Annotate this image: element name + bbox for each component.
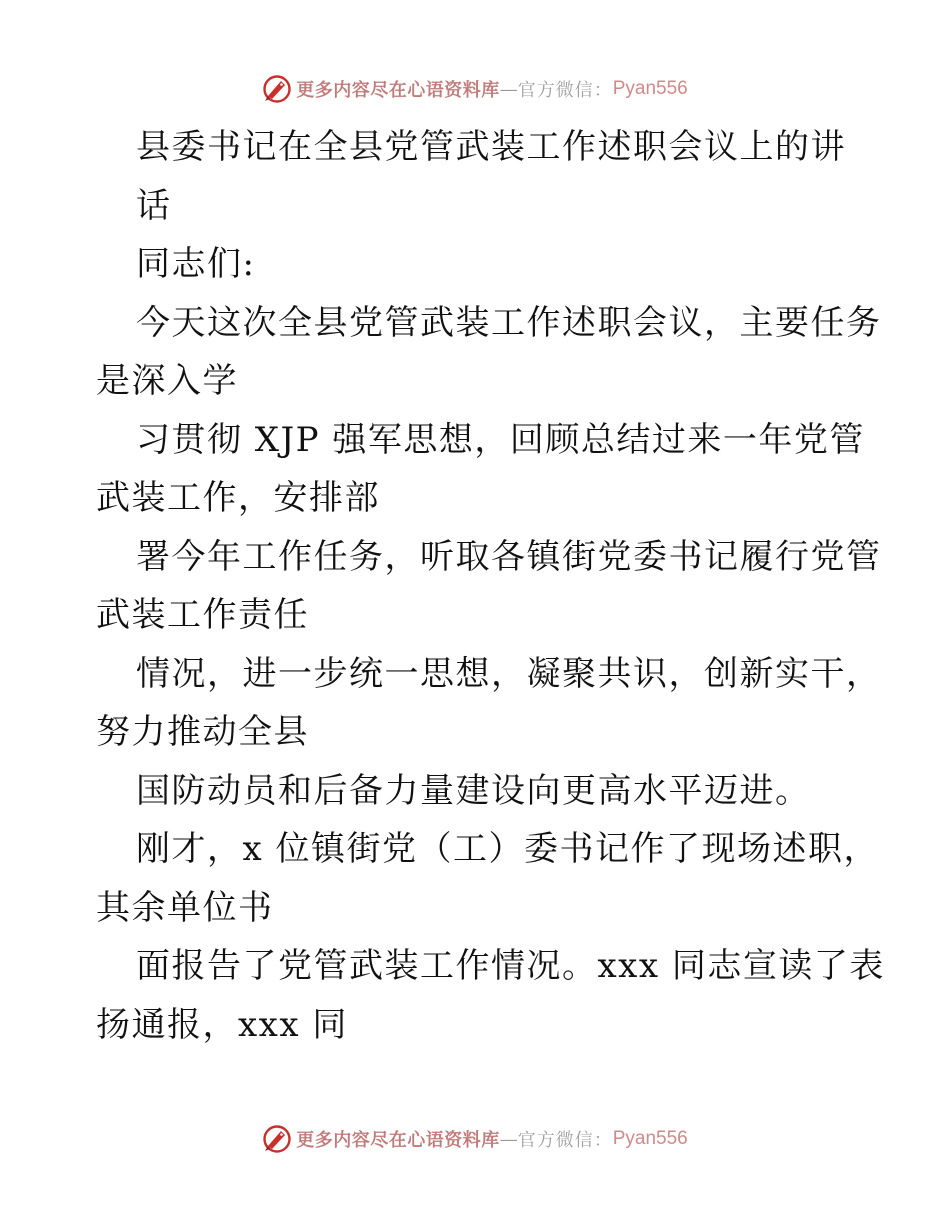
body-line: 刚才，x 位镇街党（工）委书记作了现场述职， xyxy=(136,829,879,869)
watermark-separator: — xyxy=(499,78,518,100)
body-line: 扬通报，xxx 同 xyxy=(96,1004,348,1045)
body-line: 武装工作，安排部 xyxy=(96,478,380,518)
watermark-site-text: 更多内容尽在心语资料库 xyxy=(296,80,500,101)
body-line: 署今年工作任务，听取各镇街党委书记履行党管 xyxy=(136,536,882,577)
body-line: 国防动员和后备力量建设向更高水平迈进。 xyxy=(136,770,811,811)
body-line: 习贯彻 XJP 强军思想，回顾总结过来一年党管 xyxy=(136,419,865,460)
body-lines xyxy=(96,235,886,1054)
pen-nib-circle-icon xyxy=(262,74,292,104)
body-line: 是深入学 xyxy=(96,361,238,401)
document-title-line: 县委书记在全县党管武装工作述职会议上的讲 xyxy=(136,127,846,167)
body-line: 面报告了党管武装工作情况。xxx 同志宣读了表 xyxy=(136,946,885,986)
body-line: 其余单位书 xyxy=(96,887,274,928)
body-line: 同志们: xyxy=(136,244,256,284)
document-body xyxy=(96,118,886,1054)
header-watermark xyxy=(0,72,950,106)
body-line: 今天这次全县党管武装工作述职会议，主要任务 xyxy=(136,302,882,343)
pen-nib-circle-icon xyxy=(262,1124,292,1154)
watermark-wechat-id: Pyan556 xyxy=(612,78,688,99)
footer-watermark xyxy=(0,1122,950,1156)
watermark-wechat-label: 官方微信： xyxy=(517,1130,613,1151)
body-line: 武装工作责任 xyxy=(96,595,309,635)
watermark-wechat-id: Pyan556 xyxy=(612,1128,688,1149)
watermark-separator: — xyxy=(499,1128,518,1150)
body-line: 情况，进一步统一思想，凝聚共识，创新实干， xyxy=(136,653,882,694)
watermark-wechat-label: 官方微信： xyxy=(517,80,613,101)
watermark-site-text: 更多内容尽在心语资料库 xyxy=(296,1130,500,1151)
document-title-line: 话 xyxy=(136,185,172,226)
body-line: 努力推动全县 xyxy=(96,712,309,752)
